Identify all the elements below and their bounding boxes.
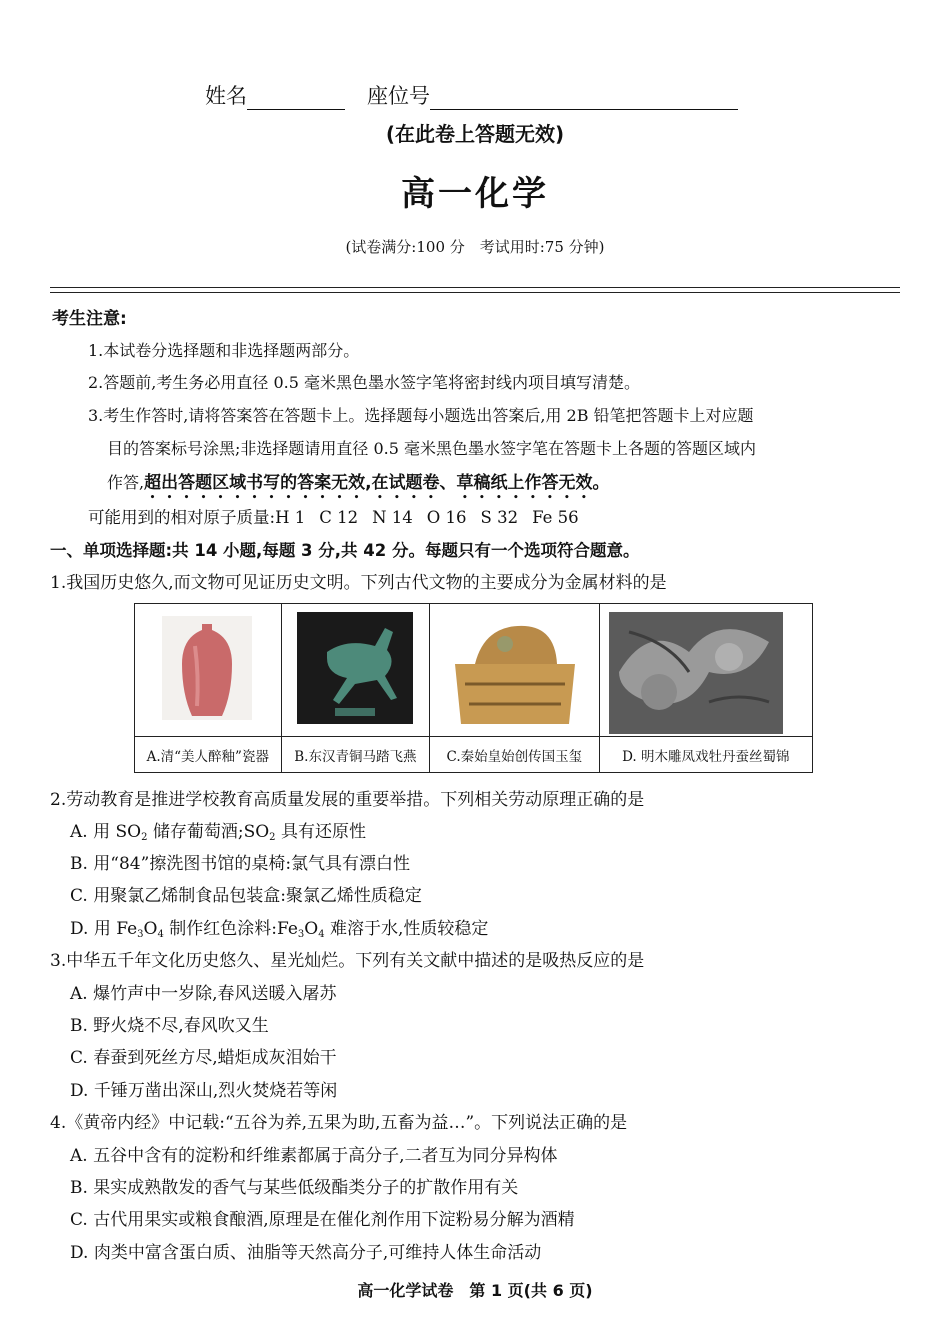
- notice-tail-prefix: 作答,: [107, 473, 145, 492]
- atomic-mass-line: [88, 504, 593, 528]
- exam-subtitle: (试卷满分:100 分 考试用时:75 分钟): [345, 238, 605, 256]
- q2-option-a[interactable]: [70, 817, 366, 843]
- q4-option-b[interactable]: B. 果实成熟散发的香气与某些低级酯类分子的扩散作用有关: [70, 1178, 519, 1198]
- q2-a-sub-1: 2: [141, 832, 148, 843]
- porcelain-vase-image: [162, 616, 252, 720]
- q3-stem: 3.中华五千年文化历史悠久、星光灿烂。下列有关文献中描述的是吸热反应的是: [50, 951, 645, 971]
- q2-stem: 2.劳动教育是推进学校教育高质量发展的重要举措。下列相关劳动原理正确的是: [50, 790, 645, 810]
- notice-item-3-cont: 目的答案标号涂黑;非选择题请用直径 0.5 毫米黑色墨水签字笔在答题卡上各题的答题区域内: [107, 439, 757, 458]
- q4-stem: 4.《黄帝内经》中记载:“五谷为养,五果为助,五畜为益…”。下列说法正确的是: [50, 1113, 628, 1133]
- option-d-caption: D. 明木雕凤戏牡丹蚕丝蜀锦: [600, 736, 812, 772]
- mass-s: S 32: [480, 508, 519, 527]
- notice-item-3: 3.考生作答时,请将答案答在答题卡上。选择题每小题选出答案后,用 2B 铅笔把答题卡上对应题: [88, 406, 754, 425]
- q1-artifact-table: [134, 603, 813, 773]
- q2-d-text-5: 难溶于水,性质较稳定: [324, 919, 489, 939]
- option-b-caption: B.东汉青铜马踏飞燕: [282, 736, 430, 772]
- divider-bottom: [50, 292, 900, 293]
- notice-item-1: 1.本试卷分选择题和非选择题两部分。: [88, 341, 360, 360]
- wood-carving-image: [609, 612, 783, 734]
- notice-emphasis: 超出答题区域书写的答案无效,在试题卷、草稿纸上作答无效。: [144, 473, 610, 493]
- name-blank[interactable]: [247, 87, 345, 110]
- q3-option-a[interactable]: A. 爆竹声中一岁除,春风送暖入屠苏: [70, 984, 337, 1004]
- option-b-cell[interactable]: [282, 604, 431, 772]
- notice-heading: 考生注意:: [52, 309, 127, 329]
- mass-n: N 14: [372, 508, 413, 527]
- q2-option-b[interactable]: B. 用“84”擦洗图书馆的桌椅:氯气具有漂白性: [70, 854, 411, 874]
- q1-stem: 1.我国历史悠久,而文物可见证历史文明。下列古代文物的主要成分为金属材料的是: [50, 573, 667, 593]
- q2-d-text-3: 制作红色涂料:Fe: [163, 919, 298, 939]
- q2-d-sub-4: 4: [318, 929, 325, 940]
- q2-d-text-1: D. 用 Fe: [70, 919, 138, 939]
- invalid-note: (在此卷上答题无效): [385, 122, 565, 146]
- q3-option-d[interactable]: D. 千锤万凿出深山,烈火焚烧若等闲: [70, 1081, 338, 1101]
- q2-d-sub-1: 3: [137, 929, 144, 940]
- page-title: 高一化学: [401, 174, 549, 214]
- q2-a-text-2: 储存葡萄酒;SO: [147, 822, 270, 842]
- notice-item-2: 2.答题前,考生务必用直径 0.5 毫米黑色墨水签字笔将密封线内项目填写清楚。: [88, 373, 640, 392]
- mass-c: C 12: [319, 508, 359, 527]
- q2-a-text-3: 具有还原性: [275, 822, 366, 842]
- student-info-line: [205, 80, 738, 110]
- mass-h: H 1: [275, 508, 306, 527]
- option-a-caption: A.清“美人醉釉”瓷器: [135, 736, 281, 772]
- q2-d-sub-3: 3: [297, 929, 305, 940]
- q4-option-c[interactable]: C. 古代用果实或粮食酿酒,原理是在催化剂作用下淀粉易分解为酒精: [70, 1210, 575, 1230]
- q2-a-sub-2: 2: [269, 832, 276, 843]
- q2-d-text-4: O: [304, 919, 319, 939]
- mass-fe: Fe 56: [532, 508, 579, 527]
- notice-item-3-tail: [107, 468, 610, 503]
- atomic-mass-label: 可能用到的相对原子质量:: [88, 508, 276, 527]
- seat-label: 座位号: [367, 84, 430, 108]
- q3-option-c[interactable]: C. 春蚕到死丝方尽,蜡炬成灰泪始干: [70, 1048, 337, 1068]
- option-a-cell[interactable]: [135, 604, 282, 772]
- q4-option-d[interactable]: D. 肉类中富含蛋白质、油脂等天然高分子,可维持人体生命活动: [70, 1243, 542, 1263]
- q2-d-text-2: O: [143, 919, 158, 939]
- name-label: 姓名: [205, 84, 247, 108]
- mass-o: O 16: [426, 508, 467, 527]
- section1-heading: 一、单项选择题:共 14 小题,每题 3 分,共 42 分。每题只有一个选项符合题意。: [50, 541, 640, 560]
- q2-option-d[interactable]: [70, 914, 488, 940]
- page-footer: 高一化学试卷 第 1 页(共 6 页): [357, 1281, 593, 1300]
- seat-blank[interactable]: [430, 87, 738, 110]
- q2-option-c[interactable]: C. 用聚氯乙烯制食品包装盒:聚氯乙烯性质稳定: [70, 886, 422, 906]
- q2-a-text-1: A. 用 SO: [70, 822, 142, 842]
- q2-d-sub-2: 4: [157, 929, 164, 940]
- jade-seal-image: [445, 614, 585, 728]
- q4-option-a[interactable]: A. 五谷中含有的淀粉和纤维素都属于高分子,二者互为同分异构体: [70, 1146, 558, 1166]
- q3-option-b[interactable]: B. 野火烧不尽,春风吹又生: [70, 1016, 269, 1036]
- option-d-cell[interactable]: [600, 604, 812, 772]
- divider-top: [50, 287, 900, 288]
- bronze-horse-image: [297, 612, 413, 724]
- option-c-cell[interactable]: [430, 604, 600, 772]
- option-c-caption: C.秦始皇始创传国玉玺: [430, 736, 599, 772]
